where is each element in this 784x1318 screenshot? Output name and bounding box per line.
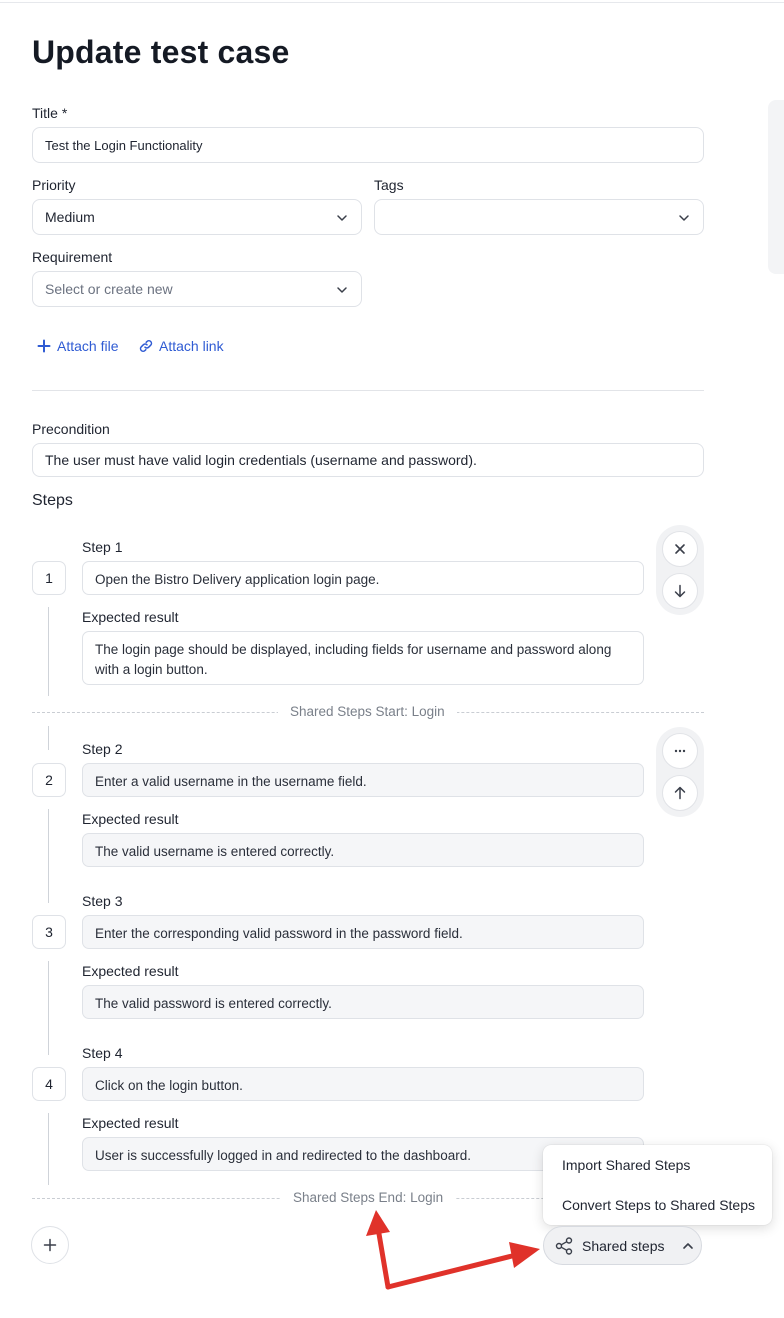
move-up-button[interactable] (662, 775, 698, 811)
move-down-button[interactable] (662, 573, 698, 609)
more-options-button[interactable] (662, 733, 698, 769)
chevron-down-icon (335, 283, 349, 297)
step-number: 2 (32, 763, 66, 797)
attach-file-label: Attach file (57, 338, 119, 354)
import-shared-steps-item[interactable]: Import Shared Steps (562, 1157, 691, 1173)
add-step-button[interactable] (31, 1226, 69, 1264)
precondition-value: The user must have valid login credentials (username and password). (45, 452, 477, 468)
precondition-label: Precondition (32, 421, 110, 437)
convert-to-shared-steps-item[interactable]: Convert Steps to Shared Steps (562, 1197, 755, 1213)
shared-start-label: Shared Steps Start: Login (278, 704, 457, 719)
step-action-input[interactable]: Click on the login button. (82, 1067, 644, 1101)
expected-result-label: Expected result (82, 609, 179, 625)
expected-result-input[interactable]: The valid password is entered correctly. (82, 985, 644, 1019)
step-number: 3 (32, 915, 66, 949)
step-label: Step 2 (82, 741, 123, 757)
step-label: Step 4 (82, 1045, 123, 1061)
expected-result-label: Expected result (82, 811, 179, 827)
expected-result-input[interactable]: The login page should be displayed, including fields for username and password along with a login button. (82, 631, 644, 685)
side-panel-edge (768, 100, 784, 274)
step-connector (48, 961, 49, 1055)
tags-label: Tags (374, 177, 404, 193)
chevron-down-icon (677, 211, 691, 225)
plus-icon (43, 1238, 57, 1252)
expected-result-label: Expected result (82, 1115, 179, 1131)
step-connector (48, 607, 49, 696)
step-number: 4 (32, 1067, 66, 1101)
more-horizontal-icon (672, 743, 688, 759)
close-icon (672, 541, 688, 557)
title-input[interactable] (32, 127, 704, 163)
expected-result-label: Expected result (82, 963, 179, 979)
requirement-placeholder: Select or create new (45, 281, 173, 297)
chevron-down-icon (335, 211, 349, 225)
step-connector (48, 726, 49, 750)
page-title: Update test case (32, 34, 290, 70)
requirement-select[interactable] (32, 271, 362, 307)
title-label: Title * (32, 105, 68, 121)
arrow-up-icon (672, 785, 688, 801)
section-divider (32, 390, 704, 391)
link-icon (139, 339, 153, 353)
share-icon (554, 1236, 574, 1256)
steps-heading: Steps (32, 492, 73, 509)
step-action-input[interactable]: Enter a valid username in the username field. (82, 763, 644, 797)
shared-steps-button[interactable] (543, 1226, 702, 1265)
attach-link-label: Attach link (159, 338, 224, 354)
step-label: Step 1 (82, 539, 123, 555)
shared-steps-menu (543, 1145, 772, 1225)
step-action-input[interactable]: Open the Bistro Delivery application login page. (82, 561, 644, 595)
priority-value: Medium (45, 209, 95, 225)
expected-result-input[interactable]: User is successfully logged in and redirected to the dashboard. (82, 1137, 644, 1171)
step-connector (48, 1113, 49, 1185)
chevron-up-icon (681, 1239, 695, 1253)
step-number: 1 (32, 561, 66, 595)
precondition-input[interactable] (32, 443, 704, 477)
arrow-down-icon (672, 583, 688, 599)
tags-select[interactable] (374, 199, 704, 235)
plus-icon (37, 339, 51, 353)
expected-result-input[interactable]: The valid username is entered correctly. (82, 833, 644, 867)
step-label: Step 3 (82, 893, 123, 909)
attach-link-button[interactable] (139, 338, 224, 354)
top-border (0, 2, 784, 3)
remove-step-button[interactable] (662, 531, 698, 567)
shared-steps-label: Shared steps (582, 1237, 665, 1254)
attach-file-button[interactable] (37, 338, 118, 354)
title-value: Test the Login Functionality (45, 137, 203, 153)
step-connector (48, 809, 49, 903)
priority-label: Priority (32, 177, 76, 193)
requirement-label: Requirement (32, 249, 113, 265)
step-action-input[interactable]: Enter the corresponding valid password in the password field. (82, 915, 644, 949)
priority-select[interactable] (32, 199, 362, 235)
shared-end-label: Shared Steps End: Login (281, 1190, 455, 1205)
